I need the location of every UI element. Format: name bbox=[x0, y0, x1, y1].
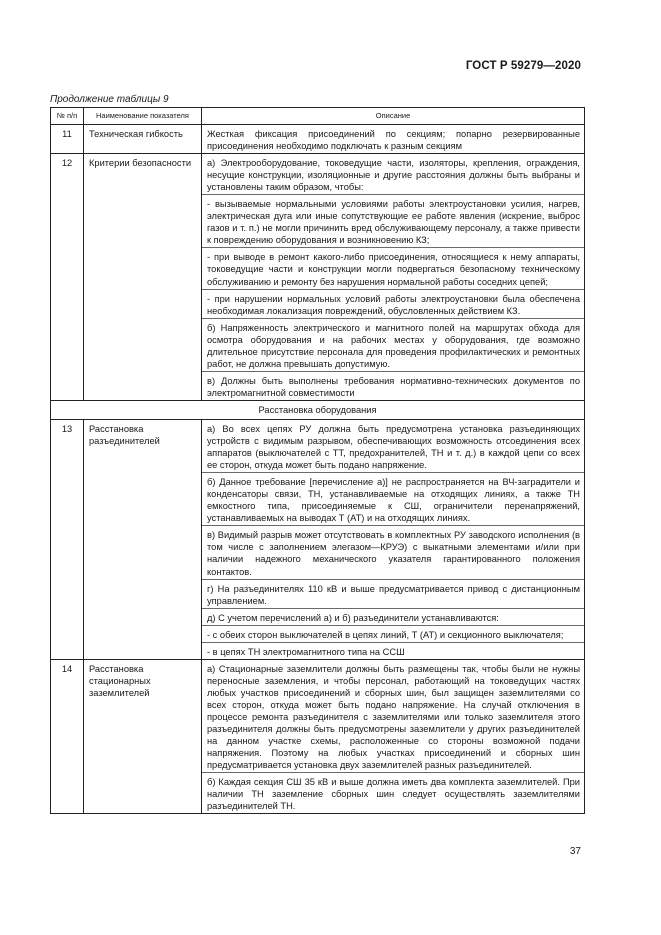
section-title: Расстановка оборудования bbox=[51, 400, 585, 419]
description-paragraph: - при выводе в ремонт какого-либо присоединения, относящиеся к нему аппараты, токоведущие части и конструкции могли подвергаться безопасному техническому обслуживанию и ремонту без нарушения нормальной работы соседних цепей; bbox=[202, 247, 584, 288]
row-number: 13 bbox=[51, 419, 84, 659]
description-paragraph: г) На разъединителях 110 кВ и выше предусматривается привод с дистанционным управлением. bbox=[202, 579, 584, 608]
table-header-row bbox=[51, 108, 585, 125]
description-paragraph: в) Должны быть выполнены требования нормативно-технических документов по электромагнитной совместимости bbox=[202, 371, 584, 400]
description-paragraph: д) С учетом перечислений а) и б) разъединители устанавливаются: bbox=[202, 608, 584, 625]
table-caption: Продолжение таблицы 9 bbox=[50, 94, 169, 105]
requirements-table bbox=[50, 107, 585, 814]
indicator-name: Критерии безопасности bbox=[84, 154, 202, 401]
table-row bbox=[51, 419, 585, 659]
indicator-name: Расстановка стационарных заземлителей bbox=[84, 659, 202, 814]
table-row bbox=[51, 154, 585, 401]
section-row bbox=[51, 400, 585, 419]
description-cell bbox=[202, 154, 585, 401]
indicator-name: Техническая гибкость bbox=[84, 125, 202, 154]
description-paragraph: б) Данное требование [перечисление а)] не распространяется на ВЧ-заградители и конденсаторы связи, ТН, устанавливаемые на отходящих линиях, а также ТН емкостного типа, присоединяемые к СШ, ограничители перенапряжений, устанавливаемых на выводах Т (АТ) и на отходящих линиях. bbox=[202, 472, 584, 525]
description-paragraph: а) Стационарные заземлители должны быть размещены так, чтобы были не нужны переносные заземления, и чтобы персонал, работающий на токоведущих частях любых участков присоединений и сборных шин, был защищен заземлителями со всех сторон, откуда может быть подано напряжение. На случай отключения в процессе ремонта разъединителя с заземлителями или только заземлителя этого разъединителя должны быть предусмотрены заземлители у других разъединителей на данном участке схемы, расположенные со стороны возможной подачи напряжения. Поэтому на любых участках присоединений и сборных шин предусматривается установка двух заземлителей разных разъединителей. bbox=[207, 663, 580, 771]
description-paragraph: - с обеих сторон выключателей в цепях линий, Т (АТ) и секционного выключателя; bbox=[202, 625, 584, 642]
description-paragraph: а) Во всех цепях РУ должна быть предусмотрена установка разъединяющих устройств с видимым разрывом, обеспечивающих возможность отсоединения всех аппаратов (выключателей с ТТ, предохранителей, ТН и т. д.) в каждой цепи со всех ее сторон, откуда может быть подано напряжение. bbox=[207, 423, 580, 471]
description-cell bbox=[202, 419, 585, 659]
standard-designation: ГОСТ Р 59279—2020 bbox=[465, 60, 581, 72]
column-header-number: № п/п bbox=[51, 108, 84, 125]
column-header-name: Наименование показателя bbox=[84, 108, 202, 125]
row-number: 14 bbox=[51, 659, 84, 814]
description-paragraph: в) Видимый разрыв может отсутствовать в комплектных РУ заводского исполнения (в том числе с заполнением элегазом—КРУЭ) с выкатными элементами и/или при наличии надежного механического указателя гарантированного положения контактов. bbox=[202, 525, 584, 578]
description-cell bbox=[202, 125, 585, 154]
description-paragraph: а) Электрооборудование, токоведущие части, изоляторы, крепления, ограждения, несущие конструкции, изоляционные и другие расстояния должны быть выбраны и установлены таким образом, чтобы: bbox=[207, 158, 580, 193]
description-paragraph: - при нарушении нормальных условий работы электроустановки была обеспечена необходимая локализация повреждений, обусловленных действием КЗ. bbox=[202, 289, 584, 318]
description-paragraph: Жесткая фиксация присоединений по секциям; попарно резервированные присоединения необходимо подключать к разным секциям bbox=[207, 129, 580, 152]
table-row bbox=[51, 659, 585, 814]
indicator-name: Расстановка разъединителей bbox=[84, 419, 202, 659]
description-paragraph: - вызываемые нормальными условиями работы электроустановки усилия, нагрев, электрическая дуга или иные сопутствующие ее работе явления (искрение, выброс газов и т. п.) не могли причинить вред обслуживающему персоналу, а также привести к повреждению оборудования и возникновению КЗ; bbox=[202, 194, 584, 247]
description-paragraph: б) Напряженность электрического и магнитного полей на маршрутах обхода для осмотра оборудования и на рабочих местах у оборудования, где возможно длительное присутствие персонала для проведения профилактических и ремонтных работ, не должна превышать допустимую. bbox=[202, 318, 584, 371]
description-cell bbox=[202, 659, 585, 814]
row-number: 11 bbox=[51, 125, 84, 154]
description-paragraph: - в цепях ТН электромагнитного типа на ССШ bbox=[202, 642, 584, 659]
column-header-description: Описание bbox=[202, 108, 585, 125]
table-row bbox=[51, 125, 585, 154]
page-number: 37 bbox=[569, 846, 581, 857]
description-paragraph: б) Каждая секция СШ 35 кВ и выше должна иметь два комплекта заземлителей. При наличии ТН заземление сборных шин следует осуществлять заземлителями разъединителей ТН. bbox=[202, 772, 584, 813]
row-number: 12 bbox=[51, 154, 84, 401]
